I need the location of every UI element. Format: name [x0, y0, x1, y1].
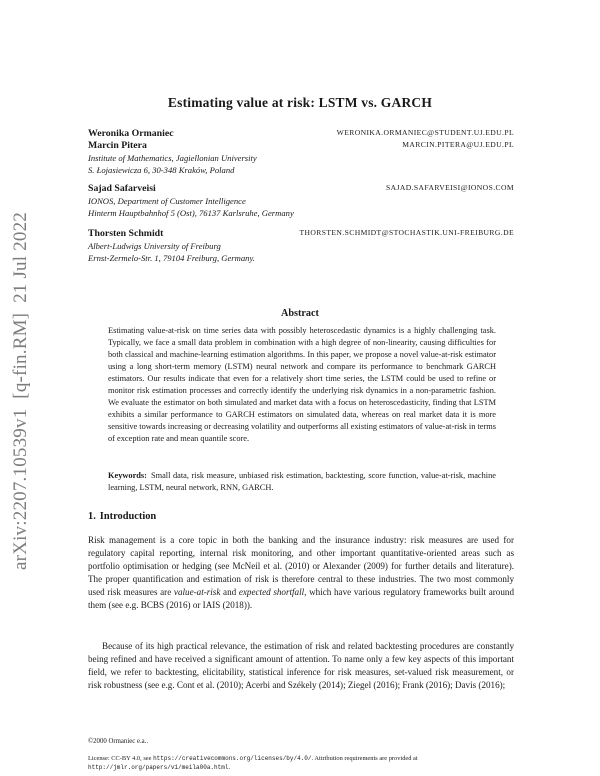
- paragraph-text: and: [220, 587, 239, 597]
- license-text: License: CC-BY 4.0, see: [88, 755, 154, 762]
- section-title: Introduction: [99, 511, 157, 522]
- copyright-notice: ©2000 Ormaniec e.a..: [88, 738, 149, 745]
- author-block-jagiellonian: [88, 128, 514, 176]
- author-block-ionos: [88, 183, 514, 219]
- keywords-text: Small data, risk measure, unbiased risk estimation, backtesting, score function, value-at-risk, machine learning, LSTM, neural network, RNN, GARCH.: [108, 471, 496, 492]
- paper-title: Estimating value at risk: LSTM vs. GARCH: [167, 95, 433, 110]
- emphasis-expected-shortfall: expected shortfall: [238, 587, 305, 597]
- license-text: .: [228, 764, 231, 771]
- author-name: Marcin Pitera: [88, 140, 147, 151]
- arxiv-identifier-stamp: [4, 10, 34, 710]
- section-heading-introduction: [88, 511, 156, 522]
- affiliation-line: Hinterm Hauptbahnhof 5 (Ost), 76137 Karlsruhe, Germany: [88, 208, 294, 218]
- emphasis-value-at-risk: value-at-risk: [173, 587, 221, 597]
- introduction-paragraph-2: Because of its high practical relevance, the estimation of risk and related backtesting procedures are constantly being refined and have received a significant amount of attention. To name only a few key aspects of this important field, we refer to backtesting, elicitability, statistical inference for risk measures, set-valued risk measurement, or risk robustness (see e.g. Cont et al. (2010); Acerbi and Székely (2014); Ziegel (2016); Frank (2016); Davis (2016);: [88, 641, 514, 690]
- license-link[interactable]: https://creativecommons.org/licenses/by/4.0/: [153, 755, 312, 762]
- affiliation-line: IONOS, Department of Customer Intelligence: [88, 196, 246, 206]
- abstract-text: Estimating value-at-risk on time series data with possibly heteroscedastic dynamics is a highly challenging task. Typically, we face a small data problem in combination with a high degree of non-linearity, causing difficulties for both classical and machine-learning estimation algorithms. In this paper, we propose a novel value-at-risk estimator using a long short-term memory (LSTM) neural network and compare its performance to benchmark GARCH estimators. Our results indicate that even for a relatively short time series, the LSTM could be used to refine or monitor risk estimation processes and correctly identify the underlying risk dynamics in a non-parametric fashion. We evaluate the estimator on both simulated and market data with a focus on heteroscedasticity, finding that LSTM exhibits a similar performance to GARCH estimators on simulated data, whereas on real market data it is more sensitive towards increasing or decreasing volatility and outperforms all existing estimators of value-at-risk in terms of exception rate and mean quantile score.: [108, 326, 496, 443]
- license-text: . Attribution requirements are provided at: [311, 755, 418, 762]
- paragraph-text: , which have various regulatory frameworks built around them (see e.g. BCBS (2016) or IAIS (2018)).: [88, 587, 514, 610]
- author-name: Weronika Ormaniec: [88, 128, 174, 139]
- license-notice: [88, 754, 514, 772]
- introduction-paragraph-1: [88, 534, 514, 612]
- author-block-freiburg: [88, 228, 514, 264]
- abstract-heading: Abstract: [281, 308, 319, 319]
- attribution-link[interactable]: http://jmlr.org/papers/v1/meila00a.html: [88, 764, 229, 771]
- section-number: 1.: [88, 511, 96, 522]
- affiliation-line: Albert-Ludwigs University of Freiburg: [88, 241, 221, 251]
- keywords-label: Keywords:: [108, 471, 147, 480]
- affiliation-line: Institute of Mathematics, Jagiellonian University: [88, 153, 257, 163]
- affiliation-line: S. Łojasiewicza 6, 30-348 Kraków, Poland: [88, 165, 235, 175]
- author-name: Thorsten Schmidt: [88, 228, 164, 239]
- author-email[interactable]: SAJAD.SAFARVEISI@IONOS.COM: [385, 183, 514, 192]
- keywords: [108, 470, 496, 494]
- author-email[interactable]: MARCIN.PITERA@UJ.EDU.PL: [402, 140, 514, 149]
- paragraph-text: Risk management is a core topic in both the banking and the insurance industry: risk measures are used for regulatory capital reporting, internal risk monitoring, and other important quantitative-oriented areas such as portfolio optimisation or hedging (see McNeil et al. (2010) or Alexander (2009) for further details and literature). The proper quantification and estimation of risk is therefore central to these industries. The two most commonly used risk measures are: [88, 535, 514, 597]
- author-email[interactable]: THORSTEN.SCHMIDT@STOCHASTIK.UNI-FREIBURG.DE: [299, 228, 514, 237]
- author-email[interactable]: WERONIKA.ORMANIEC@STUDENT.UJ.EDU.PL: [336, 128, 514, 137]
- arxiv-identifier-text: arXiv:2207.10539v1 [q-fin.RM] 21 Jul 2022: [10, 212, 31, 570]
- affiliation-line: Ernst-Zermelo-Str. 1, 79104 Freiburg, Germany.: [88, 253, 255, 263]
- author-name: Sajad Safarveisi: [88, 183, 156, 194]
